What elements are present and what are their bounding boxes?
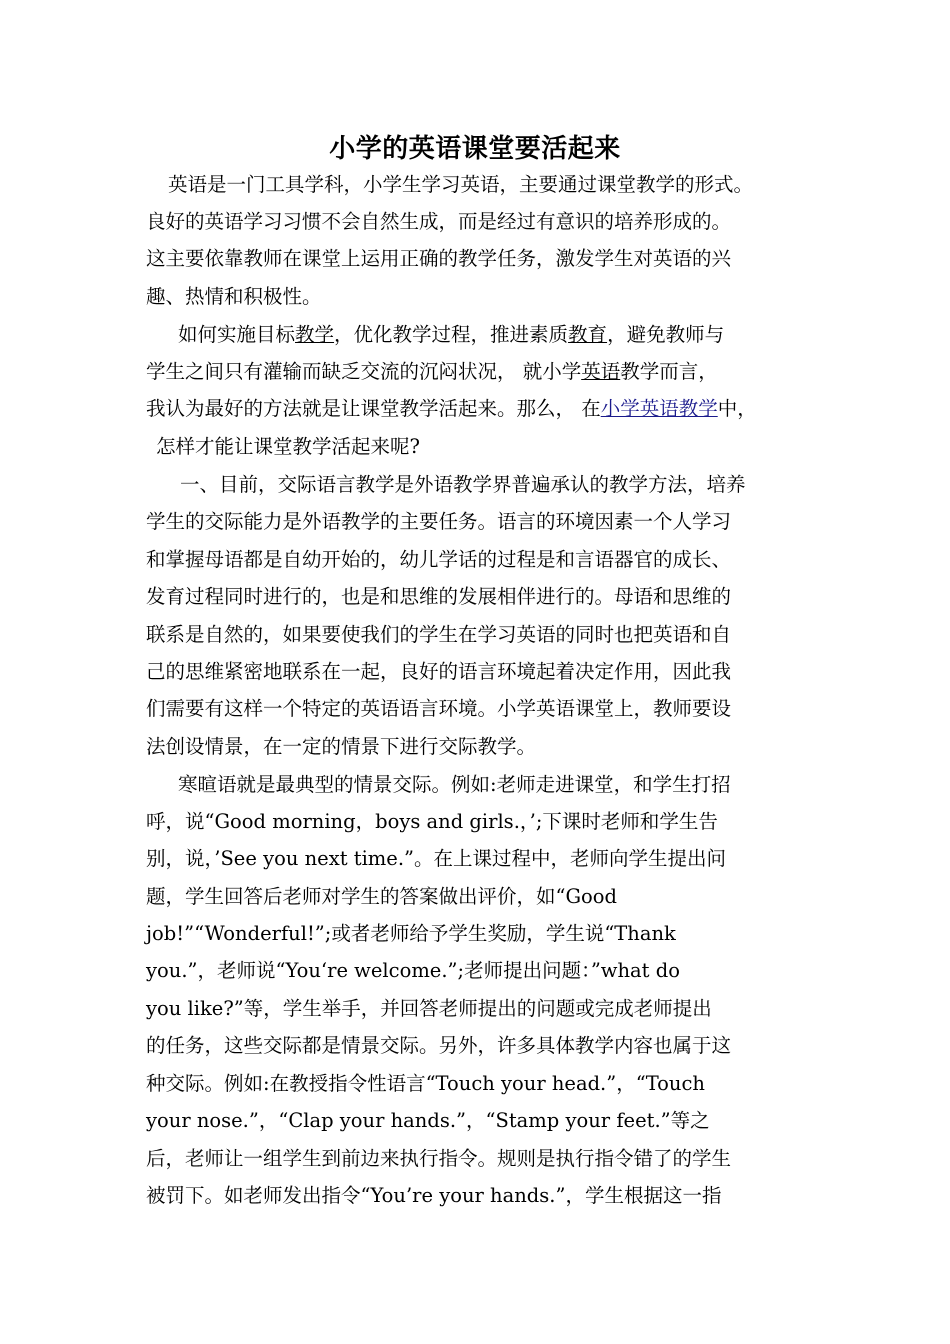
text-run: 如何实施目标 <box>178 323 296 346</box>
paragraph-line <box>156 432 420 462</box>
paragraph-line <box>180 470 746 500</box>
paragraph-line <box>146 357 718 387</box>
paragraph-line <box>146 582 731 612</box>
paragraph-line <box>146 1181 721 1211</box>
underlined-term: 英语 <box>581 360 621 383</box>
text-run: 趣、热情和积极性。 <box>146 285 322 308</box>
text-run: 一、目前，交际语言教学是外语教学界普遍承认的教学方法，培养 <box>180 473 746 496</box>
text-run: 被罚下。如老师发出指令“You’re your hands.”，学生根据这一指 <box>146 1184 722 1207</box>
text-run: 法创设情景，在一定的情景下进行交际教学。 <box>146 735 537 758</box>
text-run: 后，老师让一组学生到前边来执行指令。规则是执行指令错了的学生 <box>146 1147 732 1170</box>
paragraph-line <box>146 244 731 274</box>
text-run: 学生的交际能力是外语教学的主要任务。语言的环境因素一个人学习 <box>146 510 732 533</box>
text-run: your nose.”，“Clap your hands.”，“Stamp your feet.”等之 <box>146 1109 710 1132</box>
text-run: 教学而言， <box>620 360 718 383</box>
paragraph-line <box>146 807 718 837</box>
text-run: 种交际。例如:在教授指令性语言“Touch your head.”，“Touch <box>146 1072 705 1095</box>
paragraph-line <box>146 956 680 986</box>
text-run: 良好的英语学习习惯不会自然生成，而是经过有意识的培养形成的。 <box>146 210 732 233</box>
paragraph-line <box>146 545 731 575</box>
paragraph-line <box>178 770 731 800</box>
paragraph-line <box>146 882 617 912</box>
text-run: 们需要有这样一个特定的英语语言环境。小学英语课堂上，教师要设 <box>146 697 732 720</box>
text-run: 中， <box>717 397 757 420</box>
text-run: 别，说，’See you next time.”。在上课过程中，老师向学生提出问 <box>146 847 727 870</box>
text-run: 这主要依靠教师在课堂上运用正确的教学任务，激发学生对英语的兴 <box>146 247 732 270</box>
text-run: 我认为最好的方法就是让课堂教学活起来。那么， 在 <box>146 397 601 420</box>
text-run: you like?”等，学生举手，并回答老师提出的问题或完成老师提出 <box>146 997 712 1020</box>
paragraph-line <box>146 620 731 650</box>
text-run: ，避免教师与 <box>607 323 725 346</box>
paragraph-line <box>146 1144 731 1174</box>
paragraph-line <box>146 1106 710 1136</box>
paragraph-line <box>146 844 726 874</box>
paragraph-line <box>146 657 731 687</box>
underlined-term: 教学 <box>295 323 335 346</box>
text-run: job!”“Wonderful!”;或者老师给予学生奖励，学生说“Thank <box>146 922 676 945</box>
hyperlink[interactable]: 小学英语教学 <box>600 397 718 420</box>
paragraph-line <box>146 394 757 424</box>
paragraph-line <box>146 507 731 537</box>
paragraph-line <box>146 1069 705 1099</box>
text-run: ，优化教学过程，推进素质 <box>334 323 569 346</box>
paragraph-line <box>146 919 676 949</box>
paragraph-line <box>146 1031 731 1061</box>
paragraph-line <box>178 320 724 350</box>
text-run: 的任务，这些交际都是情景交际。另外，许多具体教学内容也属于这 <box>146 1034 732 1057</box>
paragraph-line <box>146 207 731 237</box>
text-run: you.”，老师说“You‘re welcome.”;老师提出问题：”what do <box>146 959 680 982</box>
text-run: 呼，说“Good morning，boys and girls.，’;下课时老师和学生告 <box>146 810 718 833</box>
text-run: 题，学生回答后老师对学生的答案做出评价，如“Good <box>146 885 618 908</box>
paragraph-line <box>168 170 753 200</box>
paragraph-line <box>146 282 322 312</box>
document-title: 小学的英语课堂要活起来 <box>329 134 621 164</box>
paragraph-line <box>146 694 731 724</box>
text-run: 英语是一门工具学科，小学生学习英语，主要通过课堂教学的形式。 <box>168 173 754 196</box>
text-run: 联系是自然的，如果要使我们的学生在学习英语的同时也把英语和自 <box>146 623 732 646</box>
text-run: 寒暄语就是最典型的情景交际。例如:老师走进课堂，和学生打招 <box>178 773 731 796</box>
text-run: 学生之间只有灌输而缺乏交流的沉闷状况， 就小学 <box>146 360 582 383</box>
text-run: 己的思维紧密地联系在一起，良好的语言环境起着决定作用，因此我 <box>146 660 732 683</box>
text-run: 发育过程同时进行的，也是和思维的发展相伴进行的。母语和思维的 <box>146 585 732 608</box>
text-run: 怎样才能让课堂教学活起来呢? <box>156 435 420 458</box>
paragraph-line <box>146 994 712 1024</box>
paragraph-line <box>146 732 536 762</box>
underlined-term: 教育 <box>568 323 608 346</box>
text-run: 和掌握母语都是自幼开始的，幼儿学话的过程是和言语器官的成长、 <box>146 548 732 571</box>
